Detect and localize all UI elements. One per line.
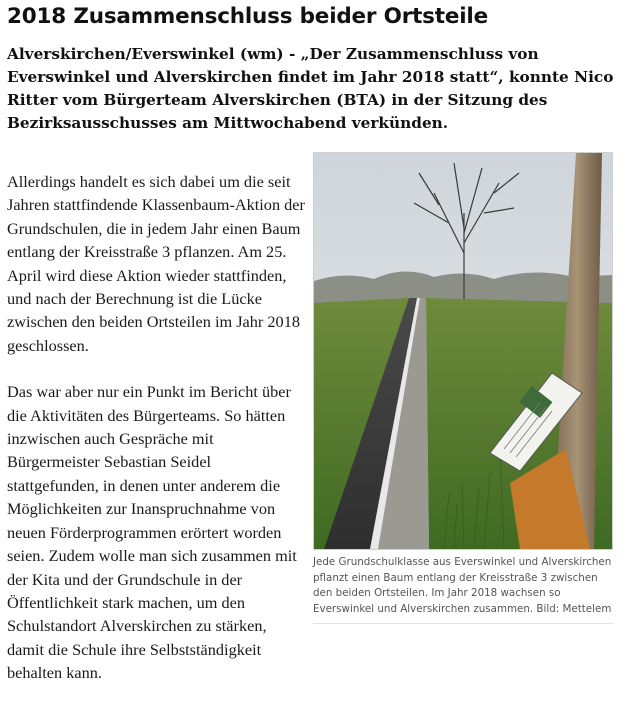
article-paragraph-1: Allerdings handelt es sich dabei um die seit Jahren stattfindende Klassenbaum-Aktion der Grundschulen, die in jedem Jahr einen Baum entlang der Kreisstraße 3 pflanzen. Am 25. April wird diese Aktion wieder stattfinden, und nach der Berechnung ist die Lücke zwischen den beiden Ortsteilen im Jahr 2018 geschlossen. — [7, 172, 305, 355]
article-lead: Alverskirchen/Everswinkel (wm) - „Der Zusammenschluss von Everswinkel und Alverskirchen findet im Jahr 2018 statt“, konnte Nico Ritter vom Bürgerteam Alverskirchen (BTA) in der Sitzung des Bezirksausschusses am Mittwochabend verkünden. — [7, 45, 614, 132]
article-headline: 2018 Zusammenschluss beider Ortsteile — [7, 4, 488, 29]
image-caption: Jede Grundschulklasse aus Everswinkel und Alverskirchen pflanzt einen Baum entlang der Kreisstraße 3 zwischen den beiden Ortsteilen. Im Jahr 2018 wachsen so Everswinkel und Alverskirchen zusammen. Bild: Mettelem — [313, 555, 613, 624]
article-paragraph-2: Das war aber nur ein Punkt im Bericht über die Aktivitäten des Bürgerteams. So hätten inzwischen auch Gespräche mit Bürgermeister Sebastian Seidel stattgefunden, in denen unter anderem die Möglichkeiten zur Inanspruchnahme von neuen Förderprogrammen erörtert worden seien. Zudem wolle man sich zusammen mit der Kita und der Grundschule in der Öffentlichkeit stark machen, um den Schulstandort Alverskirchen zu stärken, damit die Schule ihre Selbstständigkeit behalten kann. — [7, 382, 297, 683]
article-figure — [313, 152, 613, 645]
article-body — [7, 170, 617, 708]
road-tree-photo[interactable] — [313, 152, 613, 550]
